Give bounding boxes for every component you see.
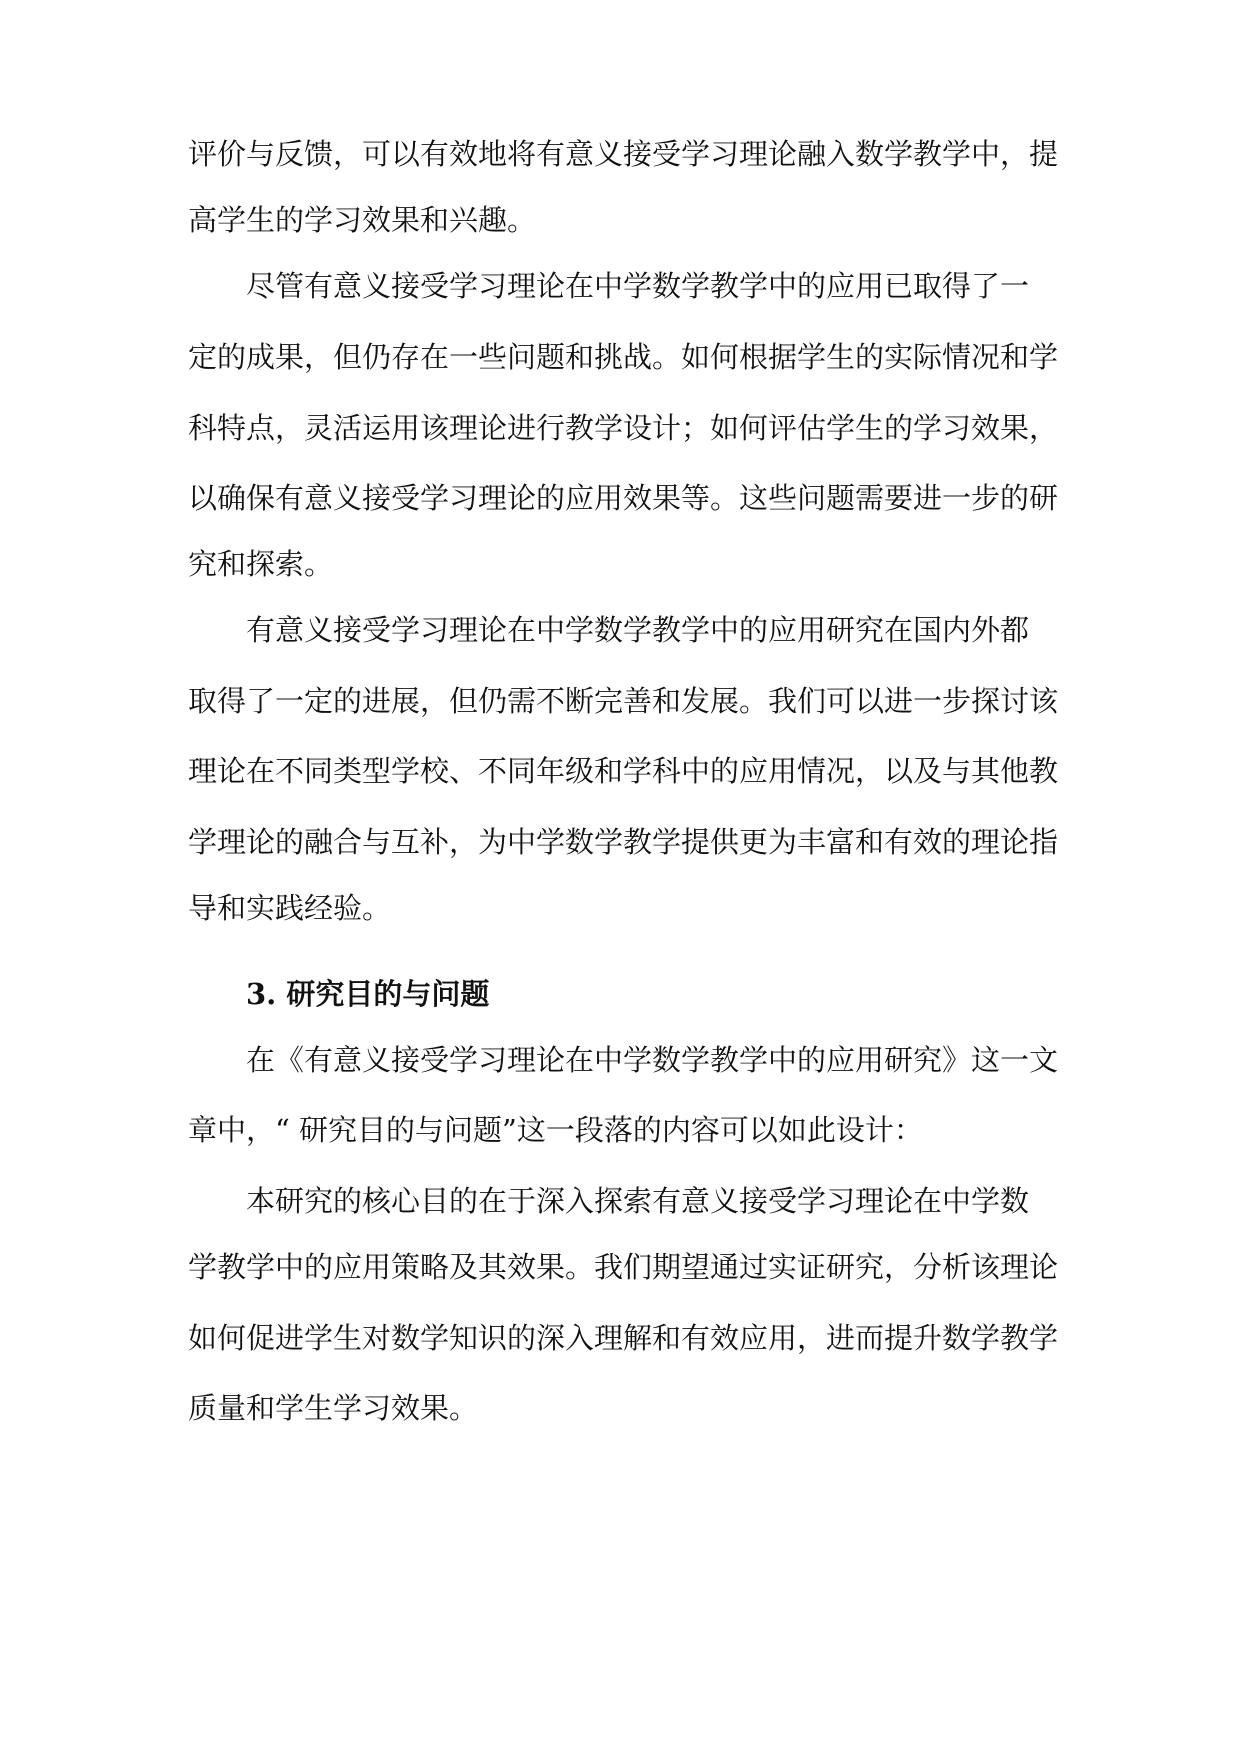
paragraph-1-line-2: 高学生的学习效果和兴趣。 [188, 203, 537, 237]
paragraph-2-line-2: 定的成果，但仍存在一些问题和挑战。如何根据学生的实际情况和学 [188, 340, 1059, 374]
paragraph-2-line-1: 尽管有意义接受学习理论在中学数学教学中的应用已取得了一 [246, 269, 1030, 303]
paragraph-5-line-3: 如何促进学生对数学知识的深入理解和有效应用，进而提升数学教学 [188, 1321, 1059, 1355]
paragraph-3-line-4: 学理论的融合与互补，为中学数学教学提供更为丰富和有效的理论指 [188, 825, 1059, 859]
paragraph-5-line-2: 学教学中的应用策略及其效果。我们期望通过实证研究，分析该理论 [188, 1250, 1059, 1284]
paragraph-3-line-2: 取得了一定的进展，但仍需不断完善和发展。我们可以进一步探讨该 [188, 684, 1059, 718]
paragraph-2-line-3: 科特点，灵活运用该理论进行教学设计；如何评估学生的学习效果， [188, 411, 1059, 445]
paragraph-2-line-4: 以确保有意义接受学习理论的应用效果等。这些问题需要进一步的研 [188, 481, 1059, 515]
paragraph-5-line-1: 本研究的核心目的在于深入探索有意义接受学习理论在中学数 [246, 1184, 1030, 1218]
paragraph-1-line-1: 评价与反馈，可以有效地将有意义接受学习理论融入数学教学中，提 [188, 137, 1059, 171]
paragraph-5-line-4: 质量和学生学习效果。 [188, 1391, 479, 1425]
paragraph-3-line-3: 理论在不同类型学校、不同年级和学科中的应用情况，以及与其他教 [188, 754, 1059, 788]
paragraph-4-line-1: 在《有意义接受学习理论在中学数学教学中的应用研究》这一文 [246, 1043, 1059, 1077]
paragraph-4-line-2: 章中，“ 研究目的与问题”这一段落的内容可以如此设计： [188, 1113, 923, 1147]
paragraph-2-line-5: 究和探索。 [188, 547, 334, 581]
section-heading: 3. 研究目的与问题 [246, 977, 490, 1011]
paragraph-3-line-1: 有意义接受学习理论在中学数学教学中的应用研究在国内外都 [246, 613, 1030, 647]
paragraph-3-line-5: 导和实践经验。 [188, 891, 392, 925]
